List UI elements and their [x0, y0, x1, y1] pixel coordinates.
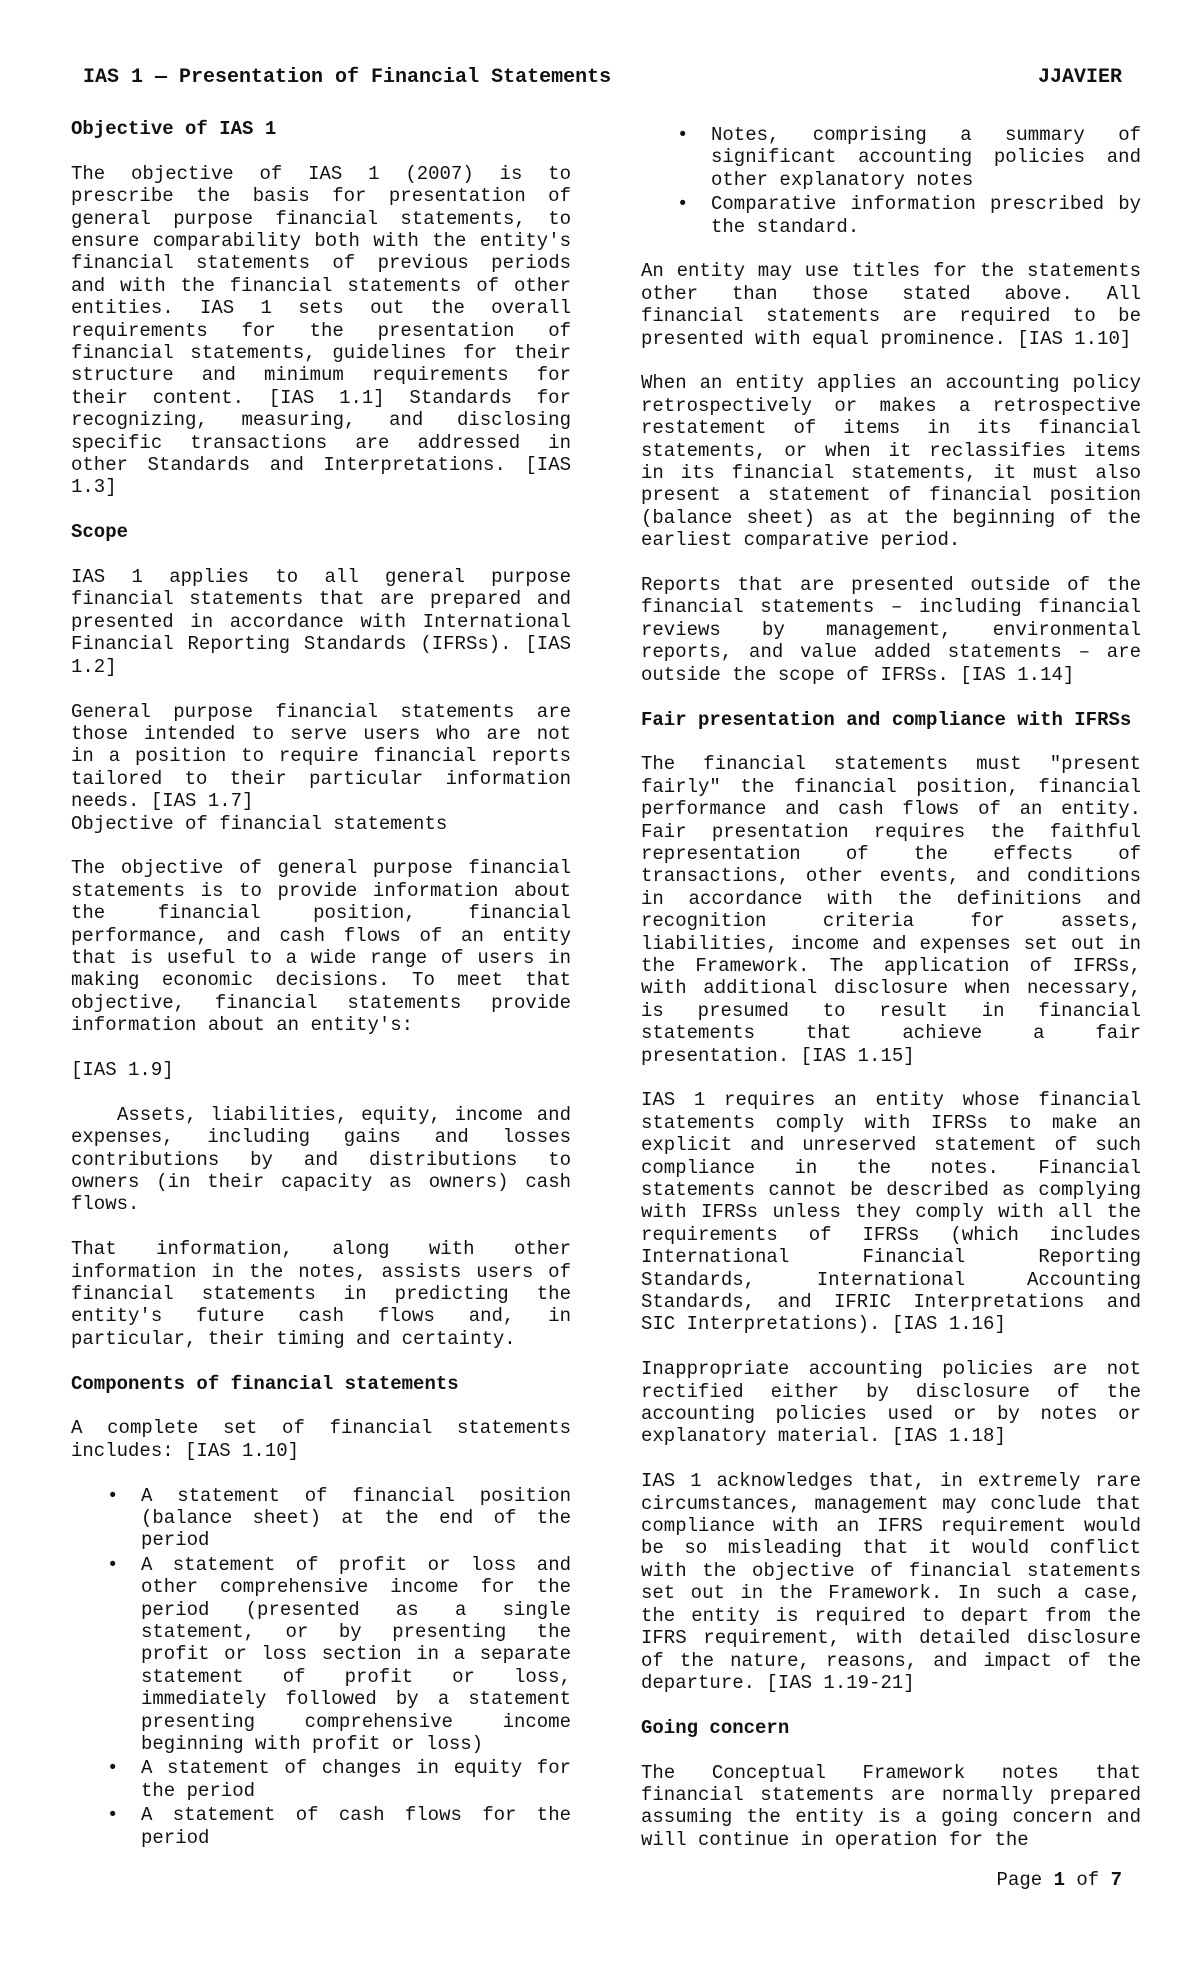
components-list — [71, 1485, 571, 1850]
list-item: • A statement of financial position (balance sheet) at the end of the period — [141, 1485, 571, 1552]
paragraph-assets: Assets, liabilities, equity, income and expenses, including gains and losses contributions by and distributions to owners (in their capacity as owners) cash flows. — [71, 1103, 571, 1216]
total-pages: 7 — [1110, 1869, 1122, 1891]
paragraph-reports: Reports that are presented outside of the financial statements – including financial reviews by management, environmental reports, and value added statements – are outside the scope of IFRSs. [IAS 1.14] — [641, 574, 1141, 686]
paragraph-compliance: IAS 1 requires an entity whose financial statements comply with IFRSs to make an explicit and unreserved statement of such compliance in the notes. Financial statements cannot be described as complying with IFRSs unless they comply with all the requirements of IFRSs (which includes International Financial Reporting Standards, International Accounting Standards, and IFRIC Interpretations and SIC Interpretations). [IAS 1.16] — [641, 1089, 1141, 1336]
of-word: of — [1076, 1869, 1100, 1891]
paragraph-information: That information, along with other information in the notes, assists users of financial statements in predicting the entity's future cash flows and, in particular, their timing and certainty. — [71, 1238, 571, 1350]
paragraph-ias-1-9: [IAS 1.9] — [71, 1058, 174, 1081]
document-title: IAS 1 — Presentation of Financial Statements — [83, 66, 612, 89]
paragraph-objective-fs: The objective of general purpose financial statements is to provide information about the financial position, financial performance, and cash flows of an entity that is useful to a wide range of users in making economic decisions. To meet that objective, financial statements provide information about an entity's: — [71, 857, 571, 1037]
subheading-objective-fs: Objective of financial statements — [71, 812, 448, 835]
page-word: Page — [996, 1869, 1043, 1891]
left-column — [71, 118, 571, 1872]
heading-components: Components of financial statements — [71, 1372, 459, 1395]
paragraph-rare-circumstances: IAS 1 acknowledges that, in extremely rare circumstances, management may conclude that compliance with an IFRS requirement would be so misleading that it would conflict with the objective of financial statements set out in the Framework. In such a case, the entity is required to depart from the IFRS requirement, with detailed disclosure of the nature, reasons, and impact of the departure. [IAS 1.19-21] — [641, 1470, 1141, 1694]
paragraph-fair-presentation: The financial statements must "present fairly" the financial position, financial performance and cash flows of an entity. Fair presentation requires the faithful representation of the effects of transactions, other events, and conditions in accordance with the definitions and recognition criteria for assets, liabilities, income and expenses set out in the Framework. The application of IFRSs, with additional disclosure when necessary, is presumed to result in financial statements that achieve a fair presentation. [IAS 1.15] — [641, 753, 1141, 1067]
list-item: • A statement of changes in equity for the period — [141, 1757, 571, 1802]
paragraph-scope-1: IAS 1 applies to all general purpose financial statements that are prepared and presented in accordance with International Financial Reporting Standards (IFRSs). [IAS 1.2] — [71, 566, 571, 678]
paragraph-complete-set: A complete set of financial statements includes: [IAS 1.10] — [71, 1417, 571, 1462]
paragraph-scope-2: General purpose financial statements are those intended to serve users who are not in a position to require financial reports tailored to their particular information needs. [IAS 1.7] — [71, 700, 571, 813]
paragraph-titles: An entity may use titles for the statements other than those stated above. All financial statements are required to be presented with equal prominence. [IAS 1.10] — [641, 260, 1141, 350]
heading-objective: Objective of IAS 1 — [71, 118, 277, 140]
list-item: • Comparative information prescribed by the standard. — [711, 193, 1141, 238]
list-item: • A statement of profit or loss and other comprehensive income for the period (presented as a single statement, or by presenting the profit or loss section in a separate statement of profit or loss, immediately followed by a statement presenting comprehensive income beginning with profit or loss) — [141, 1554, 571, 1756]
list-item: • A statement of cash flows for the period — [141, 1804, 571, 1849]
components-list-continued — [641, 124, 1141, 238]
list-item: • Notes, comprising a summary of significant accounting policies and other explanatory notes — [711, 124, 1141, 191]
paragraph-inappropriate: Inappropriate accounting policies are not rectified either by disclosure of the accounting policies used or by notes or explanatory material. [IAS 1.18] — [641, 1358, 1141, 1448]
paragraph-going-concern: The Conceptual Framework notes that financial statements are normally prepared assuming the entity is a going concern and will continue in operation for the — [641, 1761, 1141, 1851]
right-column — [641, 118, 1141, 1874]
paragraph-objective: The objective of IAS 1 (2007) is to prescribe the basis for presentation of general purpose financial statements, to ensure comparability both with the entity's financial statements of previous periods and with the financial statements of other entities. IAS 1 sets out the overall requirements for the presentation of financial statements, guidelines for their structure and minimum requirements for their content. [IAS 1.1] Standards for recognizing, measuring, and disclosing specific transactions are addressed in other Standards and Interpretations. [IAS 1.3] — [71, 162, 571, 499]
heading-scope: Scope — [71, 521, 129, 544]
page-number — [997, 1869, 1122, 1891]
document-author: JJAVIER — [1037, 66, 1122, 89]
current-page: 1 — [1053, 1869, 1065, 1891]
heading-fair-presentation: Fair presentation and compliance with IFRSs — [641, 708, 1132, 731]
paragraph-retrospective: When an entity applies an accounting policy retrospectively or makes a retrospective restatement of items in its financial statements, or when it reclassifies items in its financial statements, it must also present a statement of financial position (balance sheet) as at the beginning of the earliest comparative period. — [641, 372, 1141, 552]
heading-going-concern: Going concern — [641, 1716, 790, 1739]
